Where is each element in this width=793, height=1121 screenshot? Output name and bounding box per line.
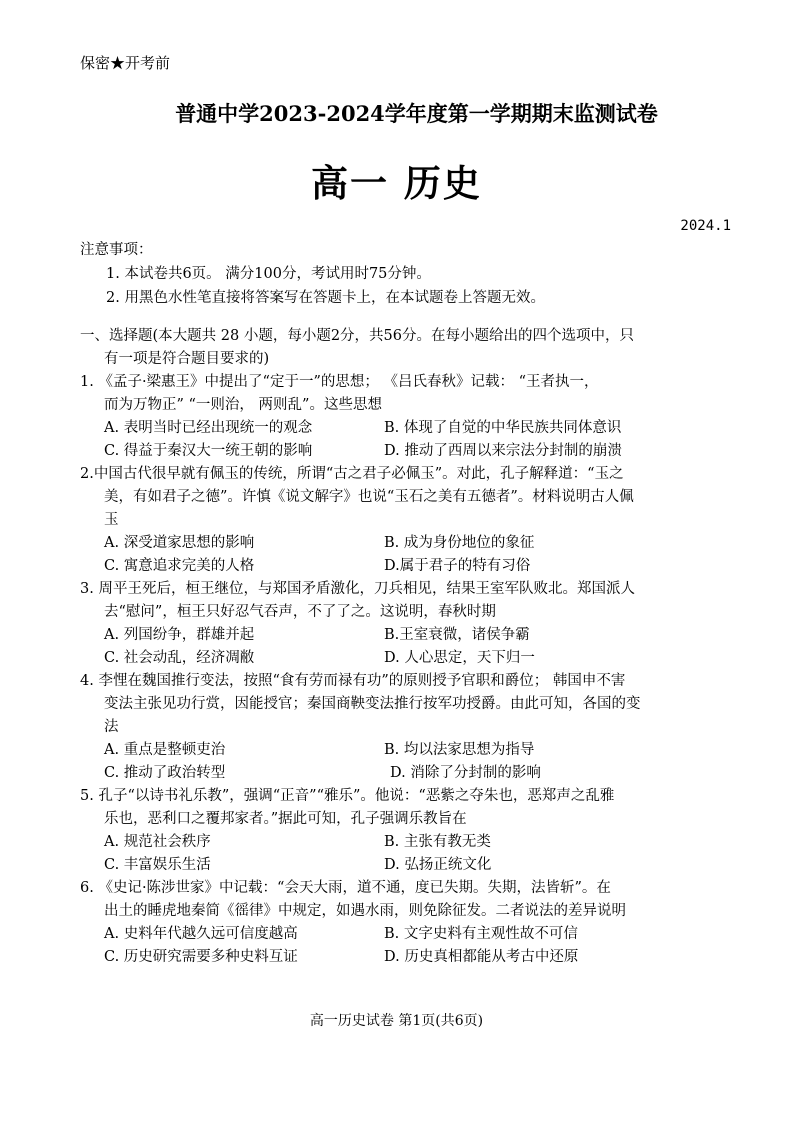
question-3-option-d: D. 人心思定，天下归一 bbox=[384, 650, 535, 666]
question-4-option-c: C. 推动了政治转型 bbox=[104, 765, 226, 781]
question-3-stem: 3. 周平王死后，桓王继位，与郑国矛盾激化，刀兵相见，结果王室军队败北。郑国派人 bbox=[80, 581, 635, 597]
question-2-option-a: A. 深受道家思想的影响 bbox=[104, 535, 255, 551]
question-3-option-a: A. 列国纷争，群雄并起 bbox=[104, 627, 255, 643]
question-4-option-b: B. 均以法家思想为指导 bbox=[384, 742, 535, 758]
question-6-option-d: D. 历史真相都能从考古中还原 bbox=[384, 949, 579, 965]
question-5-option-c: C. 丰富娱乐生活 bbox=[104, 857, 211, 873]
question-4-option-d: D. 消除了分封制的影响 bbox=[390, 765, 541, 781]
question-3-option-b: B.王室衰微，诸侯争霸 bbox=[384, 627, 530, 643]
question-1-stem-cont: 而为万物正” “一则治， 两则乱”。这些思想 bbox=[104, 397, 382, 413]
exam-title: 普通中学2023-2024学年度第一学期期末监测试卷 bbox=[175, 101, 658, 126]
exam-date: 2024.1 bbox=[680, 218, 731, 234]
question-2-stem-cont: 玉 bbox=[104, 512, 119, 528]
section-heading-cont: 有一项是符合题目要求的) bbox=[104, 351, 270, 367]
question-1-option-b: B. 体现了自觉的中华民族共同体意识 bbox=[384, 420, 622, 436]
subject-title: 高一 历史 bbox=[311, 161, 482, 205]
page-footer: 高一历史试卷 第1页(共6页) bbox=[309, 1013, 484, 1029]
question-3-option-c: C. 社会动乱，经济凋敝 bbox=[104, 650, 255, 666]
question-5-option-d: D. 弘扬正统文化 bbox=[384, 857, 492, 873]
question-4-stem: 4. 李悝在魏国推行变法，按照“食有劳而禄有功”的原则授予官职和爵位； 韩国申不害 bbox=[80, 673, 626, 689]
question-2-option-b: B. 成为身份地位的象征 bbox=[384, 535, 535, 551]
question-4-option-a: A. 重点是整顿吏治 bbox=[104, 742, 226, 758]
question-6-stem: 6. 《史记·陈涉世家》中记载：“会天大雨，道不通，度已失期。失期，法皆斩”。在 bbox=[80, 880, 611, 896]
question-4-stem-cont: 法 bbox=[104, 719, 119, 735]
notice-heading: 注意事项： bbox=[80, 242, 153, 258]
question-6-option-a: A. 史料年代越久远可信度越高 bbox=[104, 926, 298, 942]
question-2-option-c: C. 寓意追求完美的人格 bbox=[104, 558, 255, 574]
question-1-option-c: C. 得益于秦汉大一统王朝的影响 bbox=[104, 443, 313, 459]
question-6-stem-cont: 出土的睡虎地秦简《徭律》中规定，如遇水雨，则免除征发。二者说法的差异说明 bbox=[104, 903, 626, 919]
question-3-stem-cont: 去“慰问”，桓王只好忍气吞声，不了了之。这说明，春秋时期 bbox=[104, 604, 496, 620]
question-5-stem-cont: 乐也，恶利口之覆邦家者。”据此可知，孔子强调乐教旨在 bbox=[104, 811, 467, 827]
question-5-option-b: B. 主张有教无类 bbox=[384, 834, 491, 850]
question-5-option-a: A. 规范社会秩序 bbox=[104, 834, 211, 850]
question-6-option-b: B. 文字史料有主观性故不可信 bbox=[384, 926, 578, 942]
question-2-stem: 2.中国古代很早就有佩玉的传统，所谓“古之君子必佩玉”。对此，孔子解释道：“玉之 bbox=[80, 466, 624, 482]
question-1-option-d: D. 推动了西周以来宗法分封制的崩溃 bbox=[384, 443, 622, 459]
question-2-stem-cont: 美，有如君子之德”。许慎《说文解字》也说“玉石之美有五德者”。材料说明古人佩 bbox=[104, 489, 634, 505]
question-4-stem-cont: 变法主张见功行赏，因能授官；秦国商鞅变法推行按军功授爵。由此可知，各国的变 bbox=[104, 696, 641, 712]
notice-item: 1. 本试卷共6页。 满分100分，考试用时75分钟。 bbox=[106, 266, 431, 282]
notice-item: 2. 用黑色水性笔直接将答案写在答题卡上，在本试题卷上答题无效。 bbox=[106, 290, 545, 306]
question-2-option-d: D.属于君子的特有习俗 bbox=[384, 558, 531, 574]
question-1-option-a: A. 表明当时已经出现统一的观念 bbox=[104, 420, 313, 436]
question-6-option-c: C. 历史研究需要多种史料互证 bbox=[104, 949, 298, 965]
section-heading: 一、选择题(本大题共 28 小题，每小题2分，共56分。在每小题给出的四个选项中，只 bbox=[80, 328, 634, 344]
question-1-stem: 1. 《孟子·梁惠王》中提出了“定于一”的思想； 《吕氏春秋》记载： “王者执一， bbox=[80, 374, 599, 390]
confidential-mark: 保密★开考前 bbox=[80, 54, 171, 72]
question-5-stem: 5. 孔子“以诗书礼乐教”，强调“正音”“雅乐”。他说：“恶紫之夺朱也，恶郑声之乱雅 bbox=[80, 788, 615, 804]
